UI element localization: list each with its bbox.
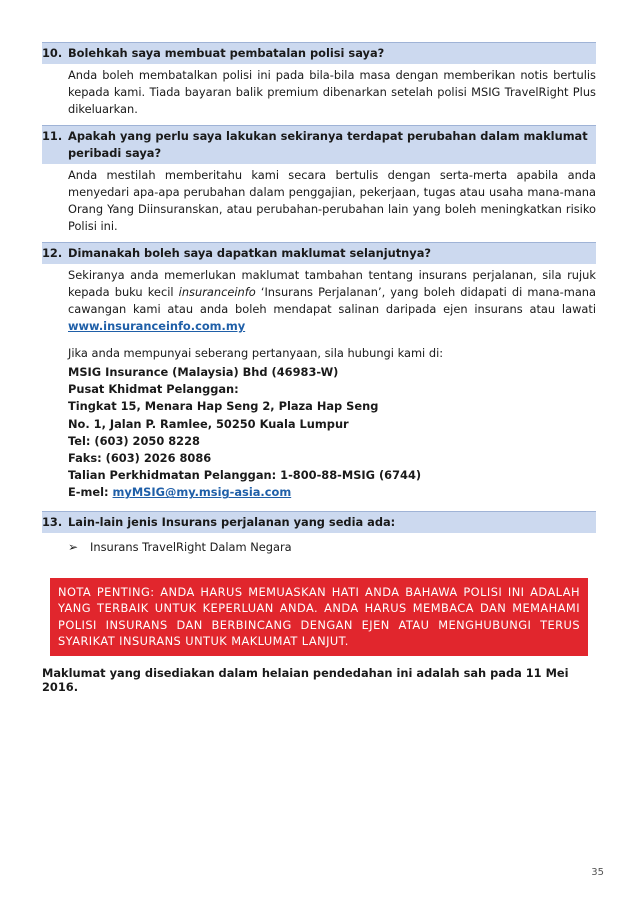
section-11: [42, 125, 596, 235]
section-header: [42, 42, 596, 64]
section-13: [42, 511, 596, 556]
document-page: [42, 42, 596, 694]
list-item-label: Insurans TravelRight Dalam Negara: [90, 539, 292, 554]
arrow-bullet-icon: ➢: [68, 539, 79, 554]
body-text: ‘Insurans Perjalanan’, yang boleh didapati di mana-mana cawangan kami atau anda boleh mendapat salinan daripada ejen insurans atau lawati: [68, 285, 597, 316]
section-number: 11.: [42, 129, 63, 143]
contact-intro: Jika anda mempunyai seberang pertanyaan, sila hubungi kami di:: [68, 346, 444, 360]
body-text: Sekiranya anda memerlukan maklumat tambahan tentang insurans perjalanan, sila rujuk kepada buku kecil: [68, 268, 596, 299]
section-title: Lain-lain jenis Insurans perjalanan yang sedia ada:: [68, 514, 396, 529]
section-title: Dimanakah boleh saya dapatkan maklumat selanjutnya?: [68, 246, 431, 260]
insuranceinfo-link[interactable]: www.insuranceinfo.com.my: [68, 319, 246, 333]
contact-line: Talian Perkhidmatan Pelanggan: 1-800-88-MSIG (6744): [68, 468, 422, 483]
section-number: 13.: [42, 514, 63, 529]
contact-line: Tel: (603) 2050 8228: [68, 433, 200, 448]
email-line: [68, 484, 596, 501]
validity-note: Maklumat yang disediakan dalam helaian pendedahan ini adalah sah pada 11 Mei 2016.: [42, 665, 569, 694]
section-header: [42, 125, 596, 164]
section-number: 10.: [42, 46, 63, 60]
contact-line: No. 1, Jalan P. Ramlee, 50250 Kuala Lumpur: [68, 416, 349, 431]
email-label: E-mel:: [68, 485, 113, 500]
section-title: Apakah yang perlu saya lakukan sekiranya terdapat perubahan dalam maklumat peribadi saya?: [68, 129, 588, 160]
section-body: Anda boleh membatalkan polisi ini pada bila-bila masa dengan memberikan notis bertulis kepada kami. Tiada bayaran balik premium dibenarkan setelah polisi MSIG TravelRight Plus dikeluarkan.: [68, 68, 596, 116]
section-body: Anda mestilah memberitahu kami secara bertulis dengan serta-merta apabila anda menyedari apa-apa perubahan dalam penggajian, pekerjaan, tugas atau usaha mana-mana Orang Yang Diinsuranskan, atau perubahan-perubahan lain yang boleh meningkatkan risiko Polisi ini.: [68, 168, 596, 233]
section-title: Bolehkah saya membuat pembatalan polisi saya?: [68, 46, 385, 60]
contact-line: Faks: (603) 2026 8086: [68, 451, 212, 466]
section-number: 12.: [42, 246, 63, 260]
section-body: [68, 267, 596, 335]
section-header: [42, 511, 596, 533]
important-note-box: NOTA PENTING: ANDA HARUS MEMUASKAN HATI ANDA BAHAWA POLISI INI ADALAH YANG TERBAIK UNTUK KEPERLUAN ANDA. ANDA HARUS MEMBACA DAN MEMAHAMI POLISI INSURANS DAN BERBINCANG DENGAN EJEN ATAU MENGHUBUNGI TERUS SYARIKAT INSURANS UNTUK MAKLUMAT LANJUT.: [50, 578, 588, 656]
contact-line: Pusat Khidmat Pelanggan:: [68, 382, 239, 397]
insuranceinfo-text: insuranceinfo: [178, 285, 256, 299]
section-header: [42, 242, 596, 264]
list-item: [68, 539, 596, 556]
email-link[interactable]: myMSIG@my.msig-asia.com: [112, 485, 292, 500]
page-number: 35: [591, 867, 604, 878]
contact-line: MSIG Insurance (Malaysia) Bhd (46983-W): [68, 365, 339, 379]
section-10: [42, 42, 596, 118]
contact-block: [68, 364, 596, 502]
contact-line: Tingkat 15, Menara Hap Seng 2, Plaza Hap Seng: [68, 399, 379, 414]
section-12: [42, 242, 596, 502]
